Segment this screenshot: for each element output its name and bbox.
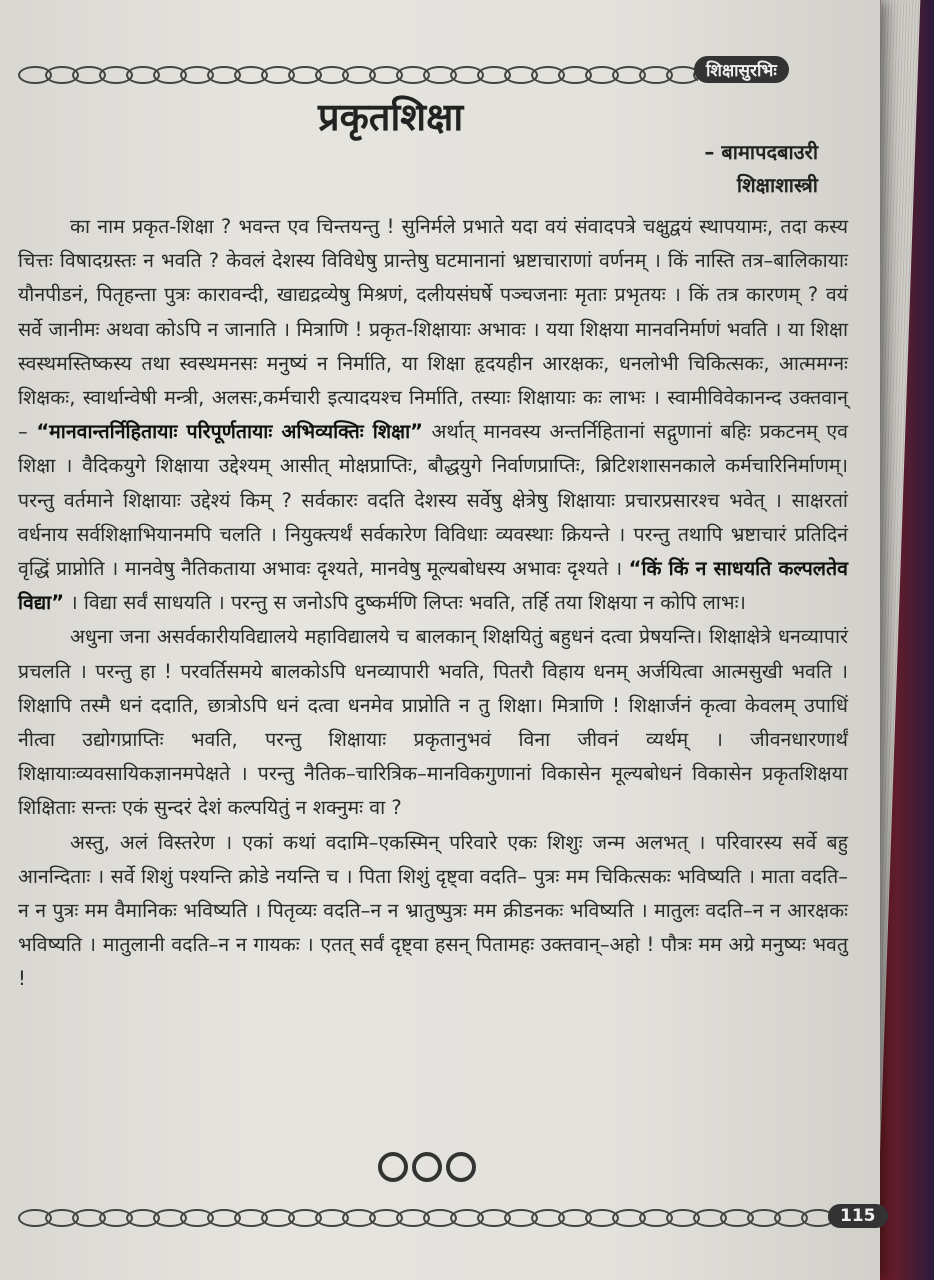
article-body <box>18 210 848 997</box>
author-block <box>704 136 818 202</box>
header-ornament <box>18 60 698 86</box>
end-ornament <box>378 1152 476 1182</box>
body-paragraph <box>18 620 848 825</box>
paragraph-text: । विद्या सर्वं साधयति । परन्तु स जनोऽपि दुष्कर्मणि लिप्तः भवति, तर्हि तया शिक्षया न कोपि लाभः। <box>64 591 746 615</box>
page-number-badge: 115 <box>828 1204 888 1228</box>
end-circle <box>446 1152 476 1182</box>
paragraph-text: अस्तु, अलं विस्तरेण । एकां कथां वदामि–एकस्मिन् परिवारे एकः शिशुः जन्म अलभत् । परिवारस्य सर्वे बहु आनन्दिताः । सर्वे शिशुं पश्यन्ति क्रोडे नयन्ति च । पिता शिशुं दृष्ट्वा वदति– पुत्रः मम चिकित्सकः भविष्यति । माता वदति–न न पुत्रः मम वैमानिकः भविष्यति । पितृव्यः वदति–न न भ्रातुष्पुत्रः मम क्रीडनकः भविष्यति । मातुलः वदति–न न आरक्षकः भविष्यति । मातुलानी वदति–न न गायकः । एतत् सर्वं दृष्ट्वा हसन् पितामहः उक्तवान्–अहो ! पौत्रः मम अग्रे मनुष्यः भवतु ! <box>18 830 848 991</box>
body-paragraph <box>18 826 848 997</box>
quoted-text: “मानवान्तर्निहितायाः परिपूर्णतायाः अभिव्यक्तिः शिक्षा” <box>36 420 423 444</box>
article-title: प्रकृतशिक्षा <box>318 95 464 139</box>
paragraph-text: अधुना जना असर्वकारीयविद्यालये महाविद्यालये च बालकान् शिक्षयितुं बहुधनं दत्वा प्रेषयन्ति। शिक्षाक्षेत्रे धनव्यापारं प्रचलति । परन्तु हा ! परवर्तिसमये बालकोऽपि धनव्यापारी भवति, पितरौ विहाय धनम् अर्जयित्वा आत्मसुखी भवति । शिक्षापि तस्मै धनं ददाति, छात्रोऽपि धनं दत्वा धनमेव प्राप्नोति न तु शिक्षा। मित्राणि ! शिक्षार्जनं कृत्वा केवलम् उपाधिं नीत्वा उद्योगप्राप्तिः भवति, परन्तु शिक्षायाः प्रकृतानुभवं विना जीवनं व्यर्थम् । जीवनधारणार्थं शिक्षायाःव्यवसायिकज्ञानमपेक्षते । परन्तु नैतिक–चारित्रिक–मानविकगुणानां विकासेन मूल्यबोधनं विकासेन प्रकृतशिक्षया शिक्षिताः सन्तः एकं सुन्दरं देशं कल्पयितुं न शक्नुमः वा ? <box>18 625 848 820</box>
body-paragraph <box>18 210 848 620</box>
footer-ornament <box>18 1203 833 1229</box>
author-name: – बामापदबाउरी <box>704 140 818 164</box>
author-designation: शिक्षाशास्त्री <box>736 173 818 197</box>
journal-name-badge: शिक्षासुरभिः <box>694 56 789 83</box>
paragraph-text: अर्थात् मानवस्य अन्तर्निहितानां सद्गुणानां बहिः प्रकटनम् एव शिक्षा । वैदिकयुगे शिक्षाया उद्देश्यम् आसीत् मोक्षप्राप्तिः, बौद्धयुगे निर्वाणप्राप्तिः, ब्रिटिशशासनकाले कर्मचारिनिर्माणम्। परन्तु वर्तमाने शिक्षायाः उद्देश्यं किम् ? सर्वकारः वदति देशस्य सर्वेषु क्षेत्रेषु शिक्षायाः प्रचारप्रसारश्च भवेत् । साक्षरतां वर्धनाय सर्वशिक्षाभियानमपि चलति । नियुक्त्यर्थं सर्वकारेण विविधाः व्यवस्थाः क्रियन्ते । परन्तु तथापि भ्रष्टाचारं प्रतिदिनं वृद्धिं प्राप्नोति । मानवेषु नैतिकताया अभावः दृश्यते, मानवेषु मूल्यबोधस्य अभावः दृश्यते । <box>18 420 848 581</box>
quoted-text: “किं किं न साधयति कल्पलतेव विद्या” <box>18 557 848 615</box>
end-circle <box>378 1152 408 1182</box>
paragraph-text: का नाम प्रकृत-शिक्षा ? भवन्त एव चिन्तयन्तु ! सुनिर्मले प्रभाते यदा वयं संवादपत्रे चक्षुद्वयं स्थापयामः, तदा कस्य चित्तः विषादग्रस्तः न भवति ? केवलं देशस्य विविधेषु प्रान्तेषु घटमानानां भ्रष्टाचाराणां वर्णनम् । किं नास्ति तत्र–बालिकायाः यौनपीडनं, पितृहन्ता पुत्रः कारावन्दी, खाद्यद्रव्येषु मिश्रणं, दलीयसंघर्षे पञ्चजनाः मृताः प्रभृतयः । किं तत्र कारणम् ? वयं सर्वे जानीमः अथवा कोऽपि न जानाति । मित्राणि ! प्रकृत-शिक्षायाः अभावः । यया शिक्षया मानवनिर्माणं भवति । या शिक्षा स्वस्थमस्तिष्कस्य तथा स्वस्थमनसः मनुष्यं न निर्माति, या शिक्षा हृदयहीन आरक्षकः, धनलोभी चिकित्सकः, आत्ममग्नः शिक्षकः, स्वार्थान्वेषी मन्त्री, अलसः,कर्मचारी इत्यादयश्च निर्माति, तस्याः शिक्षायाः कः लाभः । स्वामीविवेकानन्द उक्तवान् – <box>18 215 848 444</box>
end-circle <box>412 1152 442 1182</box>
